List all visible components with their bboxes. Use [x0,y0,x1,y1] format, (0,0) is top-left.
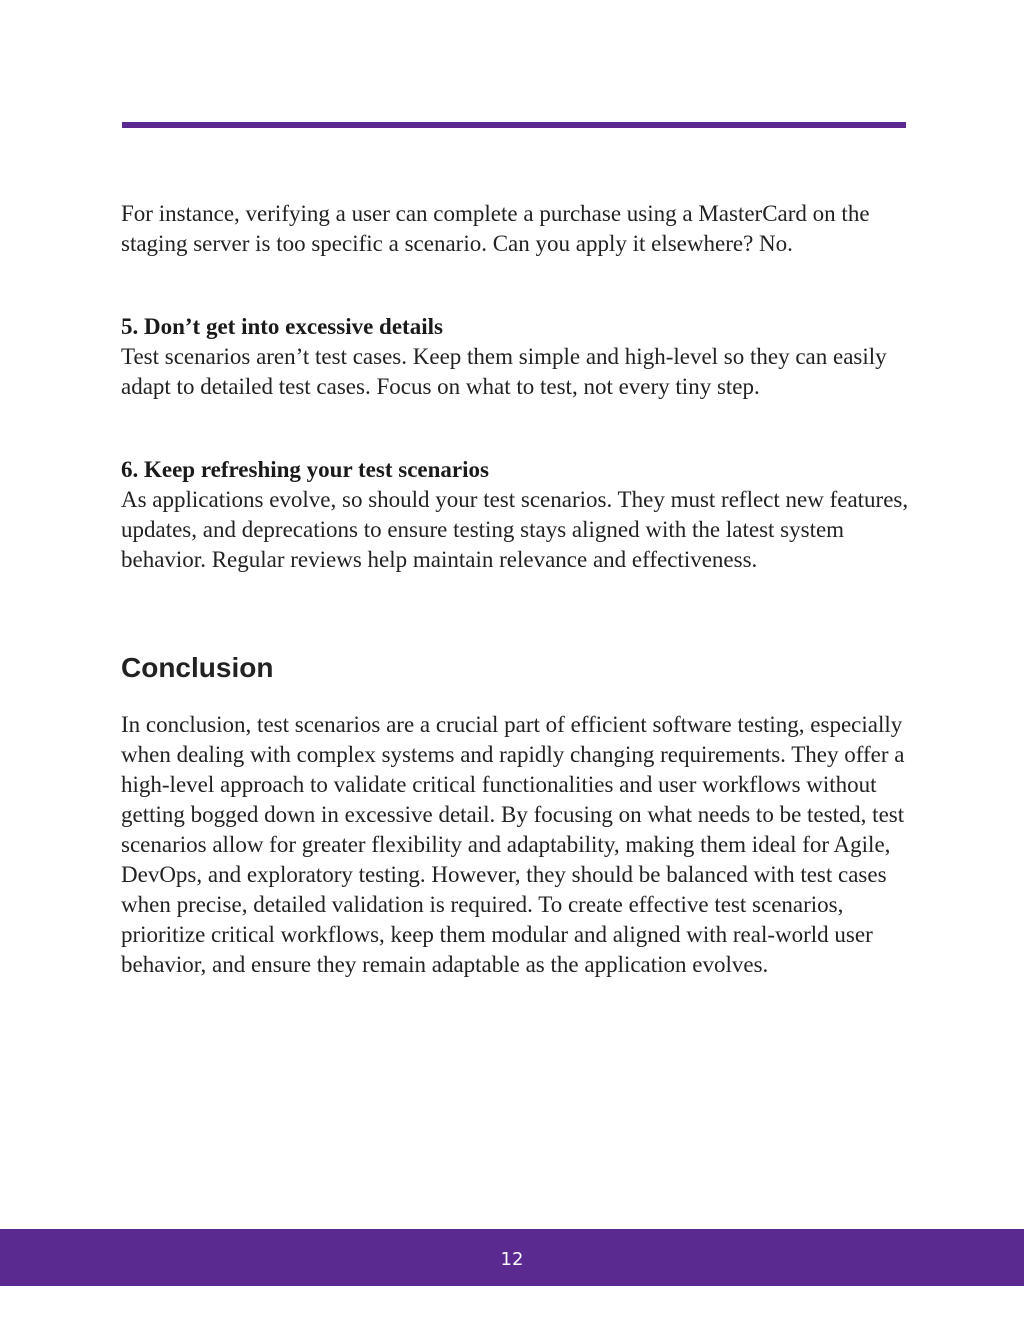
section-5 [121,312,911,402]
page-content [121,199,911,980]
conclusion-heading: Conclusion [121,652,274,683]
section-6 [121,455,911,575]
intro-paragraph: For instance, verifying a user can complete a purchase using a MasterCard on the staging server is too specific a scenario. Can you apply it elsewhere? No. [121,201,870,256]
footer-bar [0,1229,1024,1286]
section-body: Test scenarios aren’t test cases. Keep them simple and high-level so they can easily adapt to detailed test cases. Focus on what to test, not every tiny step. [121,344,887,399]
section-body: As applications evolve, so should your test scenarios. They must reflect new features, updates, and deprecations to ensure testing stays aligned with the latest system behavior. Regular reviews help maintain relevance and effectiveness. [121,487,909,572]
page-number: 12 [500,1249,524,1270]
conclusion-paragraph: In conclusion, test scenarios are a crucial part of efficient software testing, especially when dealing with complex systems and rapidly changing requirements. They offer a high-level approach to validate critical functionalities and user workflows without getting bogged down in excessive detail. By focusing on what needs to be tested, test scenarios allow for greater flexibility and adaptability, making them ideal for Agile, DevOps, and exploratory testing. However, they should be balanced with test cases when precise, detailed validation is required. To create effective test scenarios, prioritize critical workflows, keep them modular and aligned with real-world user behavior, and ensure they remain adaptable as the application evolves. [121,712,905,977]
section-heading: 6. Keep refreshing your test scenarios [121,457,489,482]
section-heading: 5. Don’t get into excessive details [121,314,443,339]
header-divider [122,122,906,128]
